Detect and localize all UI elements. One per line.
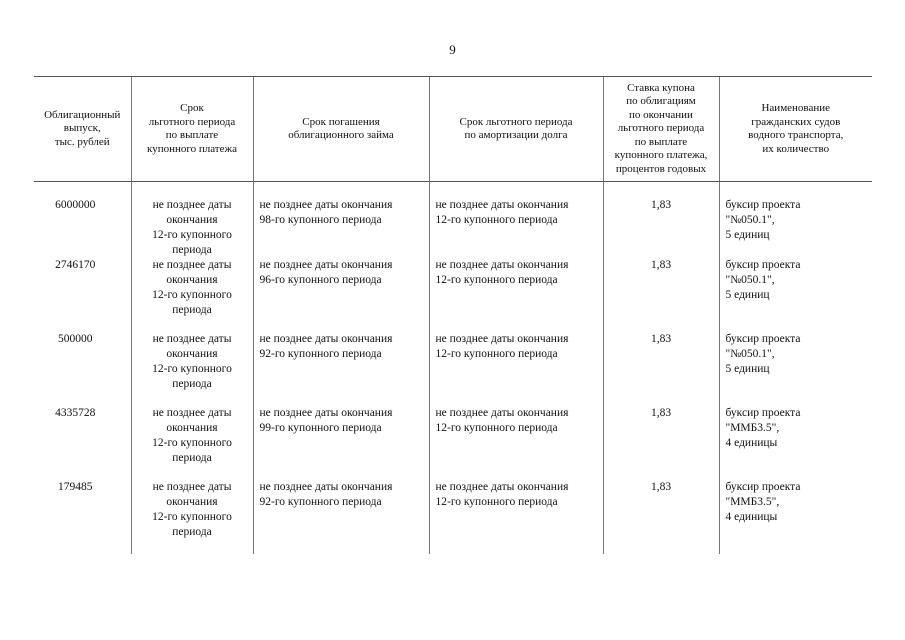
header-maturity-label: Срок погашения облигационного займа bbox=[288, 115, 394, 141]
coupon-rate-cell bbox=[603, 480, 719, 554]
maturity-cell bbox=[253, 182, 429, 259]
coupon-grace-cell bbox=[131, 406, 253, 480]
table-row bbox=[34, 332, 872, 406]
coupon-grace-cell bbox=[131, 332, 253, 406]
maturity-cell bbox=[253, 258, 429, 332]
vessels-cell bbox=[719, 182, 872, 259]
maturity-cell bbox=[253, 332, 429, 406]
header-bond-issue-label: Облигационный выпуск, тыс. рублей bbox=[44, 108, 121, 148]
amortization-grace-cell bbox=[429, 406, 603, 480]
header-coupon-rate bbox=[603, 77, 719, 182]
coupon-rate-cell bbox=[603, 182, 719, 259]
amortization-grace-text: не позднее даты окончания 12-го купонного периода bbox=[435, 259, 569, 286]
vessels-text: буксир проекта "№050.1", 5 единиц bbox=[725, 333, 801, 375]
amortization-grace-cell bbox=[429, 332, 603, 406]
amortization-grace-cell bbox=[429, 258, 603, 332]
coupon-grace-text: не позднее даты окончания 12-го купонного периода bbox=[152, 481, 232, 538]
coupon-grace-cell bbox=[131, 258, 253, 332]
amortization-grace-cell bbox=[429, 182, 603, 259]
maturity-text: не позднее даты окончания 98-го купонного периода bbox=[259, 199, 393, 226]
coupon-grace-text: не позднее даты окончания 12-го купонного периода bbox=[152, 199, 232, 256]
header-amortization-grace-period-label: Срок льготного периода по амортизации долга bbox=[459, 115, 573, 141]
coupon-grace-cell bbox=[131, 480, 253, 554]
bond-volume: 500000 bbox=[58, 333, 93, 345]
bond-volume-cell bbox=[34, 182, 131, 259]
coupon-rate: 1,83 bbox=[650, 407, 672, 419]
maturity-text: не позднее даты окончания 99-го купонного периода bbox=[259, 407, 393, 434]
bond-volume-cell bbox=[34, 258, 131, 332]
table-row bbox=[34, 480, 872, 554]
coupon-rate-cell bbox=[603, 406, 719, 480]
coupon-rate-cell bbox=[603, 258, 719, 332]
vessels-text: буксир проекта "ММБ3.5", 4 единицы bbox=[725, 481, 801, 523]
vessels-cell bbox=[719, 332, 872, 406]
bond-volume: 6000000 bbox=[55, 199, 96, 211]
amortization-grace-cell bbox=[429, 480, 603, 554]
coupon-rate: 1,83 bbox=[650, 481, 672, 493]
header-coupon-grace-period-label: Срок льготного периода по выплате купонного платежа bbox=[147, 102, 237, 155]
header-amortization-grace-period bbox=[429, 77, 603, 182]
coupon-grace-cell bbox=[131, 182, 253, 259]
vessels-text: буксир проекта "№050.1", 5 единиц bbox=[725, 259, 801, 301]
header-maturity bbox=[253, 77, 429, 182]
coupon-grace-text: не позднее даты окончания 12-го купонного периода bbox=[152, 407, 232, 464]
vessels-text: буксир проекта "ММБ3.5", 4 единицы bbox=[725, 407, 801, 449]
bond-volume: 2746170 bbox=[55, 259, 96, 271]
header-vessels-label: Наименование гражданских судов водного транспорта, их количество bbox=[748, 102, 844, 155]
table-row bbox=[34, 258, 872, 332]
vessels-cell bbox=[719, 480, 872, 554]
header-vessels bbox=[719, 77, 872, 182]
amortization-grace-text: не позднее даты окончания 12-го купонного периода bbox=[435, 199, 569, 226]
header-bond-issue bbox=[34, 77, 131, 182]
coupon-grace-text: не позднее даты окончания 12-го купонного периода bbox=[152, 333, 232, 390]
bond-volume-cell bbox=[34, 406, 131, 480]
bond-volume: 4335728 bbox=[55, 407, 96, 419]
coupon-rate: 1,83 bbox=[650, 333, 672, 345]
header-coupon-grace-period bbox=[131, 77, 253, 182]
maturity-text: не позднее даты окончания 92-го купонного периода bbox=[259, 333, 393, 360]
maturity-text: не позднее даты окончания 92-го купонного периода bbox=[259, 481, 393, 508]
table-row bbox=[34, 182, 872, 259]
table-row bbox=[34, 406, 872, 480]
header-coupon-rate-label: Ставка купона по облигациям по окончании льготного периода по выплате купонного платежа, процентов годовых bbox=[614, 81, 708, 175]
amortization-grace-text: не позднее даты окончания 12-го купонного периода bbox=[435, 481, 569, 508]
coupon-rate: 1,83 bbox=[650, 259, 672, 271]
amortization-grace-text: не позднее даты окончания 12-го купонного периода bbox=[435, 333, 569, 360]
coupon-rate-cell bbox=[603, 332, 719, 406]
page-number: 9 bbox=[449, 42, 456, 57]
coupon-rate: 1,83 bbox=[650, 199, 672, 211]
maturity-text: не позднее даты окончания 96-го купонного периода bbox=[259, 259, 393, 286]
vessels-text: буксир проекта "№050.1", 5 единиц bbox=[725, 199, 801, 241]
bond-issues-table bbox=[34, 76, 872, 554]
maturity-cell bbox=[253, 480, 429, 554]
bond-volume: 179485 bbox=[58, 481, 93, 493]
vessels-cell bbox=[719, 258, 872, 332]
vessels-cell bbox=[719, 406, 872, 480]
maturity-cell bbox=[253, 406, 429, 480]
bond-volume-cell bbox=[34, 332, 131, 406]
table-header-row bbox=[34, 77, 872, 182]
bond-volume-cell bbox=[34, 480, 131, 554]
amortization-grace-text: не позднее даты окончания 12-го купонного периода bbox=[435, 407, 569, 434]
coupon-grace-text: не позднее даты окончания 12-го купонного периода bbox=[152, 259, 232, 316]
